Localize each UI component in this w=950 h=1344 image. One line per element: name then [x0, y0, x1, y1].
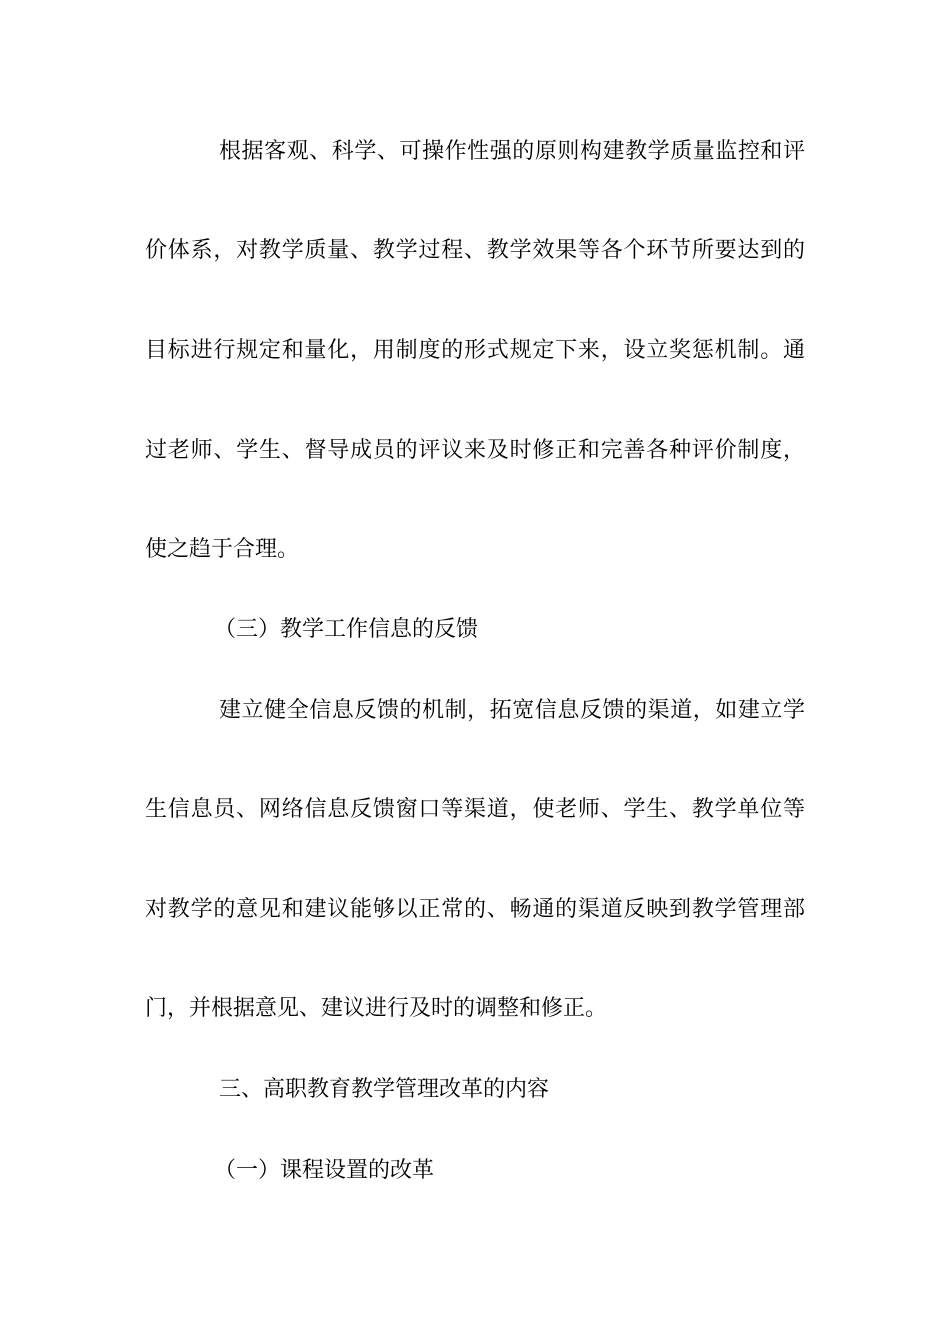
section-heading: 三、高职教育教学管理改革的内容: [219, 1077, 550, 1102]
paragraph-line: 过老师、学生、督导成员的评议来及时修正和完善各种评价制度，: [145, 438, 805, 463]
paragraph-line: 对教学的意见和建议能够以正常的、畅通的渠道反映到教学管理部: [145, 897, 805, 922]
paragraph-line: 目标进行规定和量化，用制度的形式规定下来，设立奖惩机制。通: [145, 338, 805, 363]
paragraph-line: 根据客观、科学、可操作性强的原则构建教学质量监控和评: [219, 139, 805, 164]
paragraph-line: 门，并根据意见、建议进行及时的调整和修正。: [145, 996, 608, 1021]
paragraph-line: 价体系，对教学质量、教学过程、教学效果等各个环节所要达到的: [145, 238, 805, 263]
paragraph-line: 建立健全信息反馈的机制，拓宽信息反馈的渠道，如建立学: [219, 698, 805, 723]
paragraph-line: 使之趋于合理。: [145, 537, 300, 562]
paragraph-line: 生信息员、网络信息反馈窗口等渠道，使老师、学生、教学单位等: [145, 797, 805, 822]
section-heading: （一）课程设置的改革: [214, 1158, 435, 1183]
section-heading: （三）教学工作信息的反馈: [214, 617, 479, 642]
